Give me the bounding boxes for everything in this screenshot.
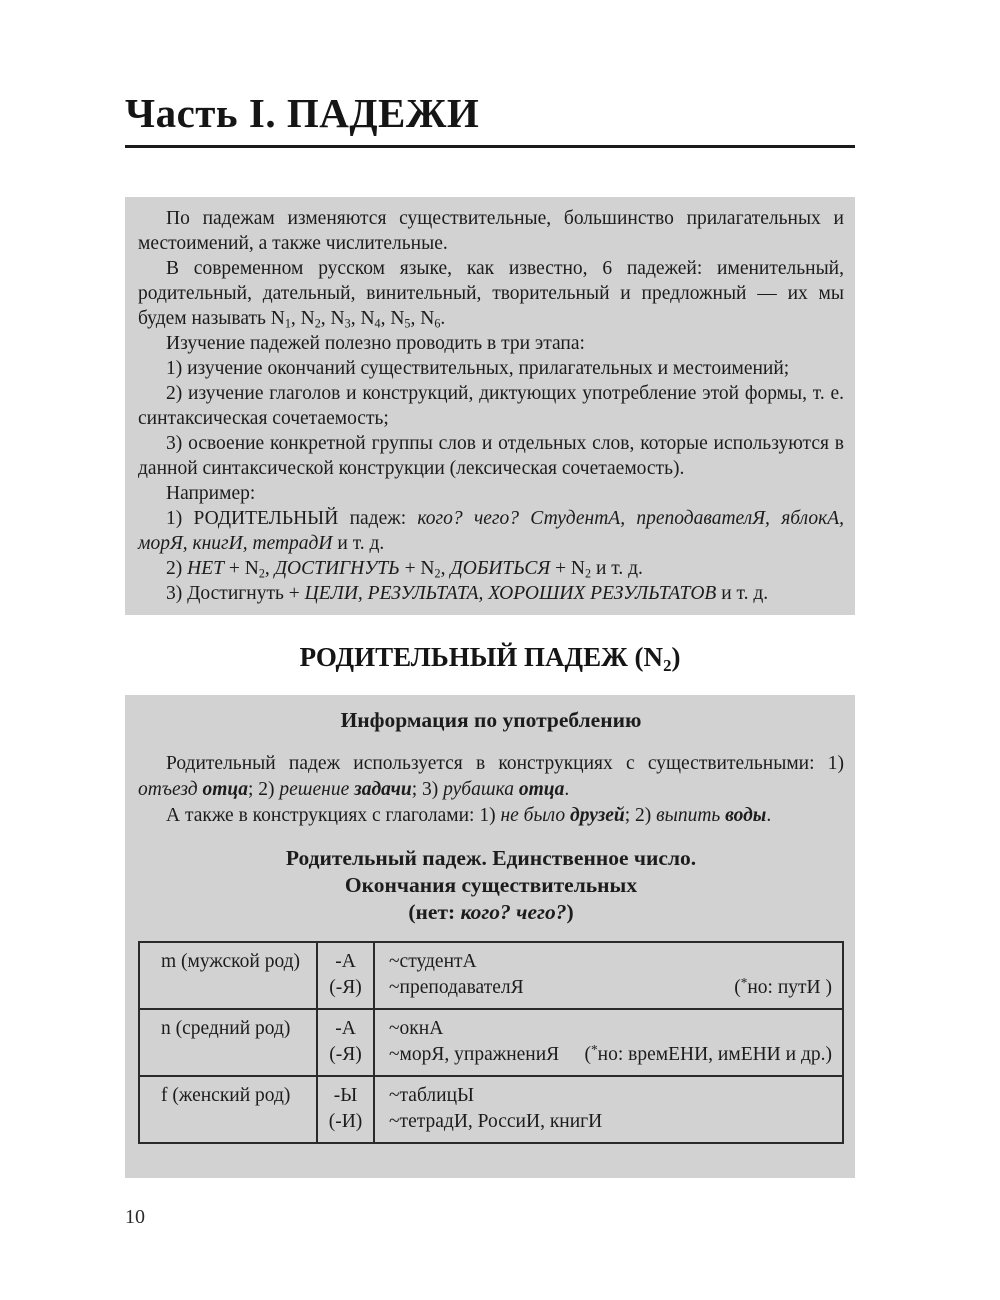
intro-paragraph: 2) изучение глаголов и конструкций, диктующих употребление этой формы, т. е. синтаксическая сочетаемость; bbox=[138, 383, 844, 430]
intro-box bbox=[125, 197, 855, 615]
ending-cell bbox=[317, 942, 374, 1009]
examples-cell bbox=[374, 1009, 843, 1076]
gender-cell: n (средний род) bbox=[139, 1009, 317, 1076]
table-row bbox=[139, 942, 843, 1009]
page-number: 10 bbox=[125, 1206, 145, 1228]
ending-cell bbox=[317, 1076, 374, 1143]
endings-table bbox=[138, 941, 844, 1144]
usage-box-title: Информация по употреблению bbox=[340, 708, 642, 733]
example-text: ~тетрадИ, РоссиИ, книгИ bbox=[389, 1111, 603, 1133]
examples-cell bbox=[374, 942, 843, 1009]
examples-cell bbox=[374, 1076, 843, 1143]
table-title-line: (нет: кого? чего?) bbox=[408, 900, 574, 925]
intro-paragraph: Изучение падежей полезно проводить в три этапа: bbox=[166, 333, 585, 355]
usage-paragraph: А также в конструкциях с глаголами: 1) не было друзей; 2) выпить воды. bbox=[166, 805, 772, 827]
ending-line: (-Я) bbox=[329, 1044, 362, 1066]
ending-cell bbox=[317, 1009, 374, 1076]
ending-line: (-Я) bbox=[329, 977, 362, 999]
example-note: (*но: путИ ) bbox=[734, 975, 832, 999]
ending-line: -Ы bbox=[333, 1085, 358, 1107]
ending-line: (-И) bbox=[328, 1111, 363, 1133]
title-rule bbox=[125, 145, 855, 148]
table-row bbox=[139, 1076, 843, 1143]
example-line: ~окнА bbox=[389, 1018, 444, 1040]
table-row bbox=[139, 1009, 843, 1076]
section-heading: РОДИТЕЛЬНЫЙ ПАДЕЖ $(N_2)$ bbox=[299, 642, 681, 676]
intro-paragraph: 3) освоение конкретной группы слов и отдельных слов, которые используются в данной синтаксической конструкции (лексическая сочетаемость). bbox=[138, 433, 844, 480]
table-title bbox=[138, 845, 844, 926]
ending-line: -А bbox=[335, 1018, 356, 1040]
table-title-line: Родительный падеж. Единственное число. bbox=[285, 846, 697, 871]
usage-box bbox=[125, 695, 855, 1178]
example-line: ~таблицЫ bbox=[389, 1085, 475, 1107]
gender-cell: m (мужской род) bbox=[139, 942, 317, 1009]
table-title-line: Окончания существительных bbox=[344, 873, 638, 898]
intro-paragraph: 3) Достигнуть + ЦЕЛИ, РЕЗУЛЬТАТА, ХОРОШИХ РЕЗУЛЬТАТОВ и т. д. bbox=[166, 583, 769, 605]
intro-paragraph: В современном русском языке, как известно, 6 падежей: именительный, родительный, дательный, винительный, творительный и предложный — их мы будем называть $N_1$, $N_2$, $N_3$, $N_4$, $N_5$, $N_6$. bbox=[138, 258, 844, 331]
example-text: ~преподавателЯ bbox=[389, 977, 524, 999]
gender-cell: f (женский род) bbox=[139, 1076, 317, 1143]
example-line: ~студентА bbox=[389, 951, 477, 973]
intro-paragraph: 1) изучение окончаний существительных, прилагательных и местоимений; bbox=[166, 358, 790, 380]
example-line bbox=[389, 975, 832, 1001]
intro-paragraph: 1) РОДИТЕЛЬНЫЙ падеж: кого? чего? СтудентА, преподавателЯ, яблокА, морЯ, книгИ, тетрадИ и т. д. bbox=[138, 508, 844, 555]
example-line bbox=[389, 1042, 832, 1068]
example-note: (*но: времЕНИ, имЕНИ и др.) bbox=[584, 1042, 832, 1066]
page-content bbox=[125, 0, 855, 1178]
intro-paragraph: 2) НЕТ + $N_2$, ДОСТИГНУТЬ + $N_2$, ДОБИТЬСЯ + $N_2$ и т. д. bbox=[166, 558, 643, 581]
example-text: ~морЯ, упражнениЯ bbox=[389, 1044, 560, 1066]
ending-line: -А bbox=[335, 951, 356, 973]
usage-paragraph: Родительный падеж используется в конструкциях с существительными: 1) отъезд отца; 2) решение задачи; 3) рубашка отца. bbox=[138, 753, 844, 801]
intro-paragraph: Например: bbox=[166, 483, 256, 505]
intro-paragraph: По падежам изменяются существительные, большинство прилагательных и местоимений, а также числительные. bbox=[138, 208, 844, 255]
example-line bbox=[389, 1109, 832, 1135]
page-title: Часть I. ПАДЕЖИ bbox=[125, 90, 480, 136]
